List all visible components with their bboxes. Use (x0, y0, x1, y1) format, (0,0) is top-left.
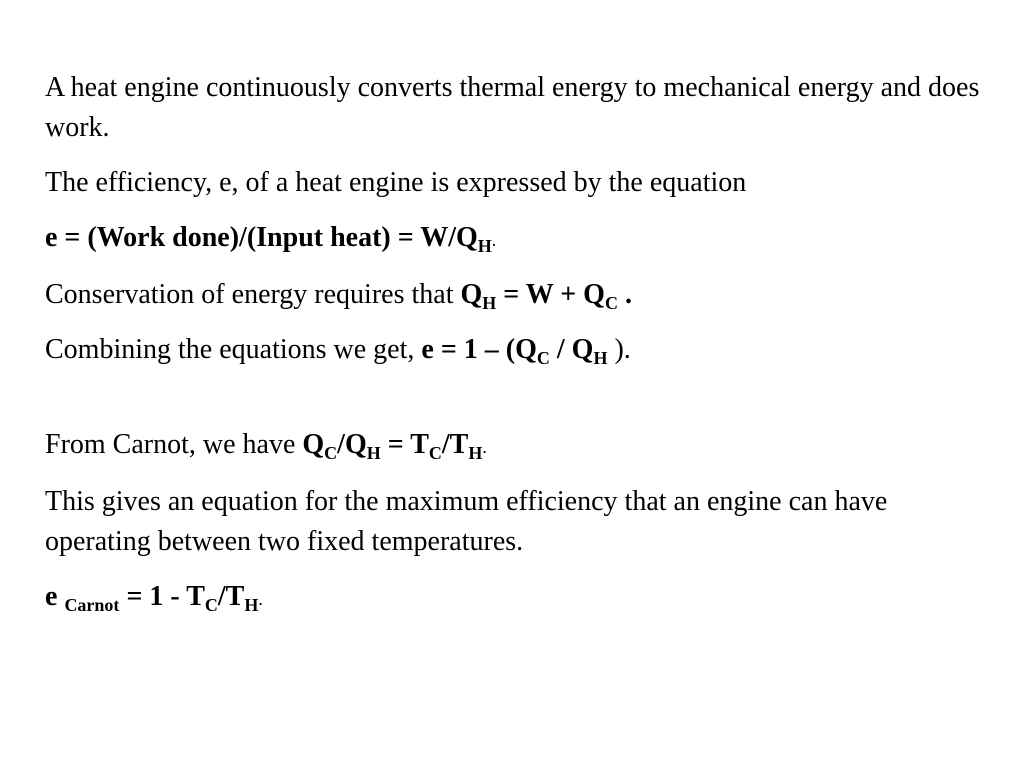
conservation-equation-middle: = W + Q (496, 279, 605, 310)
symbol-q: Q (302, 429, 325, 460)
equals-t: = T (380, 429, 429, 460)
subscript-h: H (593, 348, 608, 368)
subscript-h: H (468, 443, 483, 463)
paragraph-combined-equation (45, 330, 985, 370)
efficiency-equation-main: e = (Work done)/(Input heat) = W/Q (45, 222, 478, 253)
equation-period: . (491, 230, 497, 250)
subscript-c: C (324, 443, 338, 463)
symbol-q: Q (460, 279, 483, 310)
subscript-h: H (244, 595, 259, 615)
subscript-c: C (604, 293, 618, 313)
subscript-h: H (477, 236, 492, 256)
combining-text: Combining the equations we get, (45, 334, 422, 365)
equation-period: . (258, 589, 263, 609)
slash-q: /Q (337, 429, 367, 460)
paragraph-maximum-efficiency (45, 482, 985, 562)
paragraph-heat-engine-definition (45, 68, 985, 148)
combined-equation-middle: / Q (549, 334, 594, 365)
subscript-h: H (482, 293, 497, 313)
combined-equation-start: e = 1 – (Q (421, 334, 537, 365)
slash-t: /T (217, 581, 245, 612)
paragraph-carnot-relation (45, 425, 985, 467)
subscript-c: C (536, 348, 550, 368)
symbol-e: e (45, 581, 65, 612)
subscript-carnot: Carnot (64, 595, 120, 615)
paragraph-spacer (45, 385, 985, 425)
carnot-equation-main: = 1 - T (119, 581, 205, 612)
subscript-c: C (204, 595, 218, 615)
heat-engine-definition-text: A heat engine continuously converts thermal energy to mechanical energy and does work. (45, 72, 980, 143)
subscript-h: H (366, 443, 381, 463)
equation-efficiency-definition (45, 218, 985, 260)
subscript-c: C (428, 443, 442, 463)
carnot-intro-text: From Carnot, we have (45, 429, 303, 460)
efficiency-intro-text: The efficiency, e, of a heat engine is expressed by the equation (45, 167, 747, 198)
equation-period: . (482, 437, 487, 457)
slash-t: /T (441, 429, 469, 460)
slide-content (45, 68, 985, 634)
paragraph-conservation-of-energy (45, 275, 985, 315)
conservation-text: Conservation of energy requires that (45, 279, 461, 310)
equation-carnot-efficiency (45, 577, 985, 619)
combined-equation-end: ). (607, 334, 631, 365)
conservation-equation-end: . (617, 279, 632, 310)
maximum-efficiency-text: This gives an equation for the maximum efficiency that an engine can have operating between two fixed temperatures. (45, 486, 888, 557)
paragraph-efficiency-intro (45, 163, 985, 203)
